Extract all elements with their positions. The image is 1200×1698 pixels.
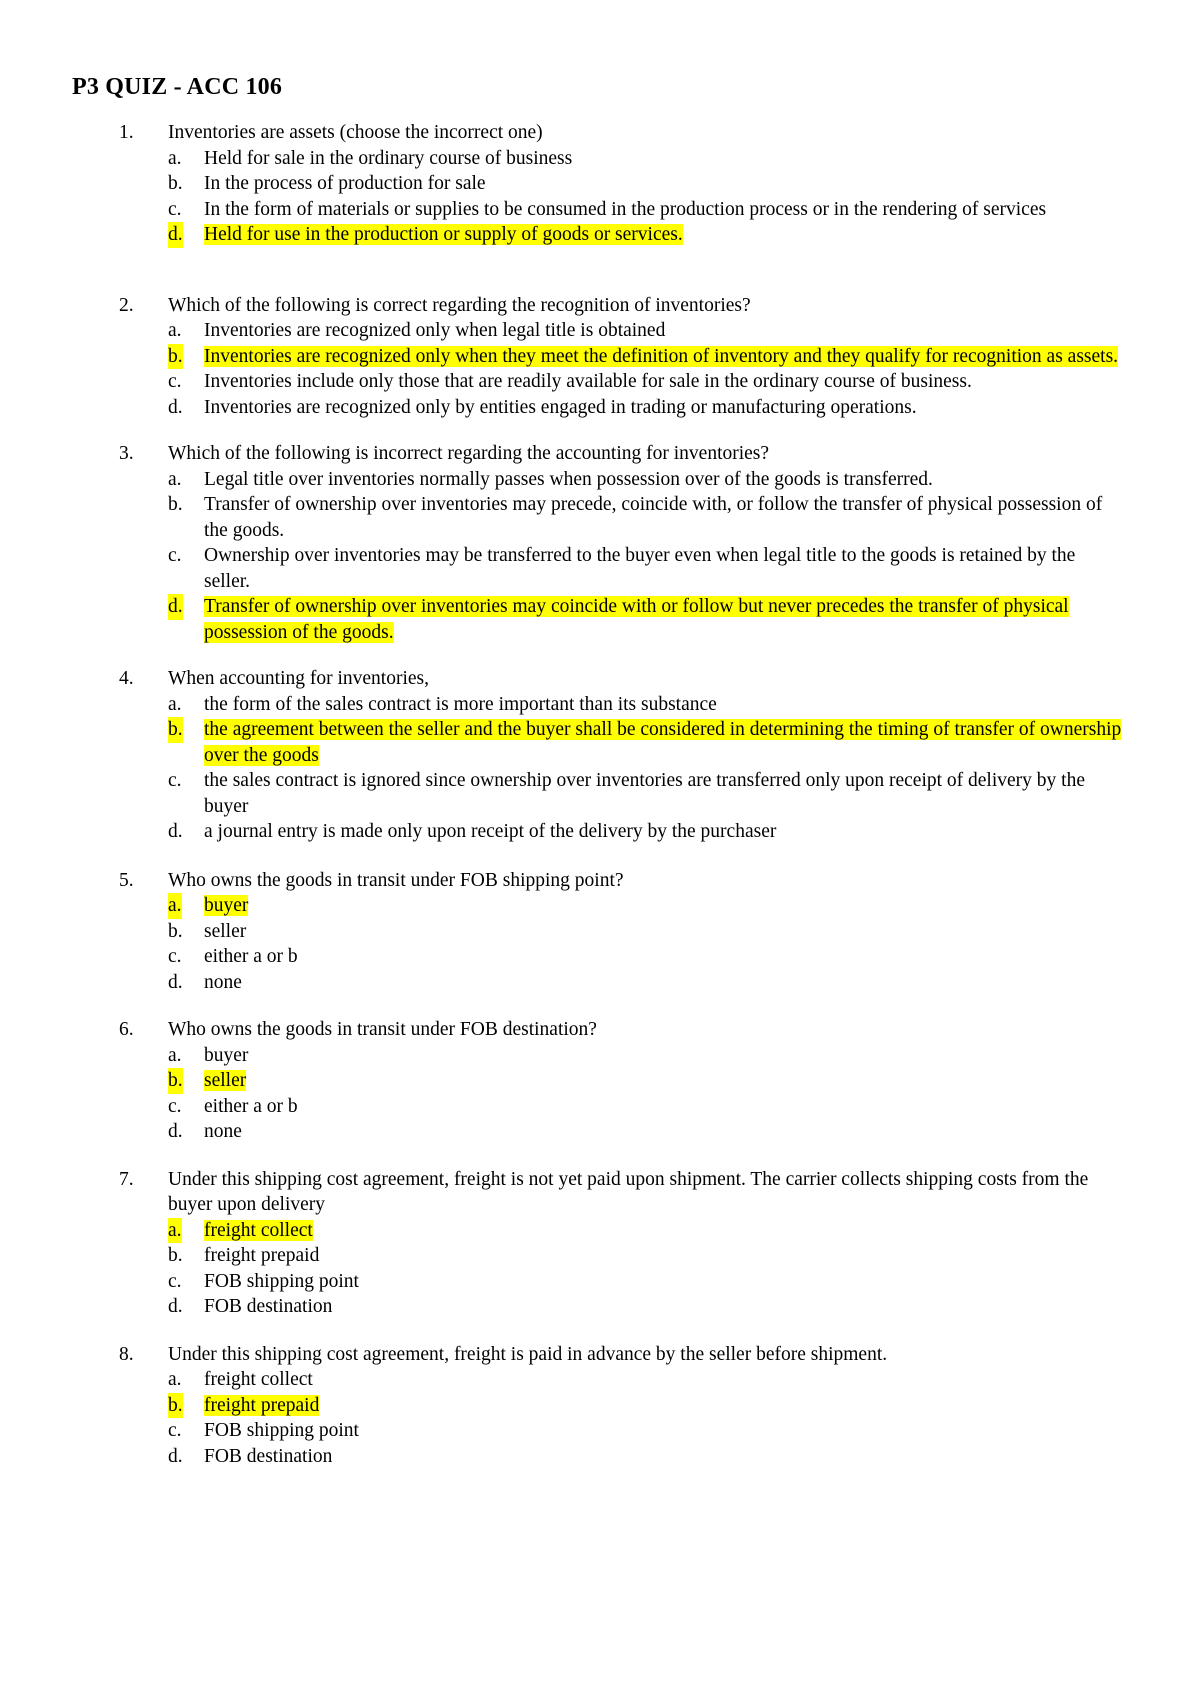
option-a-highlighted-answer — [168, 893, 1123, 919]
option-letter: d. — [168, 1121, 183, 1142]
option-b — [168, 171, 1123, 197]
option-letter: a. — [168, 1369, 182, 1390]
option-text: Inventories include only those that are readily available for sale in the ordinary course of business. — [204, 371, 972, 392]
option-text: In the process of production for sale — [204, 173, 486, 194]
question-text: When accounting for inventories, — [168, 668, 429, 689]
option-text: FOB shipping point — [204, 1270, 359, 1292]
option-a — [168, 318, 1123, 344]
option-text: buyer — [204, 895, 249, 916]
option-a-highlighted-answer — [168, 1218, 1123, 1244]
option-text: none — [204, 1121, 242, 1142]
option-letter: b. — [168, 1068, 183, 1094]
option-d — [168, 1294, 1123, 1320]
option-text: FOB destination — [204, 1296, 333, 1317]
option-d — [168, 395, 1123, 421]
option-text: either a or b — [204, 946, 298, 967]
option-letter: c. — [168, 1270, 182, 1292]
question-text: Under this shipping cost agreement, freight is not yet paid upon shipment. The carrier collects shipping costs from the buyer upon delivery — [168, 1168, 1089, 1215]
option-letter: d. — [168, 222, 183, 248]
question-number: 4. — [119, 668, 134, 689]
option-text: Transfer of ownership over inventories may precede, coincide with, or follow the transfer of physical possession of the goods. — [204, 494, 1103, 541]
option-d — [168, 1119, 1123, 1145]
option-letter: c. — [168, 198, 182, 220]
option-letter: c. — [168, 371, 182, 392]
option-letter: a. — [168, 893, 182, 919]
option-c — [168, 1094, 1123, 1120]
option-text: freight collect — [204, 1369, 313, 1390]
option-text: Inventories are recognized only when legal title is obtained — [204, 320, 666, 341]
option-b-highlighted-answer — [168, 344, 1123, 370]
options-list — [168, 467, 1123, 646]
option-b-highlighted-answer — [168, 1068, 1123, 1094]
question-text: Who owns the goods in transit under FOB destination? — [168, 1019, 597, 1040]
option-letter: d. — [168, 1296, 183, 1317]
option-a — [168, 146, 1123, 172]
option-text: freight prepaid — [204, 1394, 320, 1416]
option-letter: a. — [168, 1044, 182, 1066]
options-list — [168, 1218, 1123, 1320]
option-letter: d. — [168, 971, 183, 993]
option-a — [168, 1043, 1123, 1069]
option-d — [168, 819, 1123, 845]
option-c — [168, 768, 1123, 819]
question-number: 1. — [119, 122, 134, 143]
option-text: Ownership over inventories may be transferred to the buyer even when legal title to the goods is retained by the seller. — [204, 545, 1076, 592]
option-letter: c. — [168, 946, 182, 967]
option-letter: a. — [168, 468, 182, 490]
question-5 — [119, 868, 1123, 996]
option-b-highlighted-answer — [168, 717, 1123, 768]
page-title: P3 QUIZ - ACC 106 — [72, 74, 283, 100]
question-number: 3. — [119, 443, 134, 464]
option-c — [168, 543, 1123, 594]
question-7 — [119, 1167, 1123, 1320]
question-4 — [119, 666, 1123, 845]
options-list — [168, 893, 1123, 995]
option-c — [168, 944, 1123, 970]
option-c — [168, 1269, 1123, 1295]
option-letter: b. — [168, 494, 183, 515]
option-letter: c. — [168, 545, 182, 566]
option-text: either a or b — [204, 1095, 298, 1117]
option-letter: d. — [168, 821, 183, 842]
question-number: 8. — [119, 1343, 134, 1365]
option-a — [168, 692, 1123, 718]
option-letter: a. — [168, 1218, 182, 1244]
option-a — [168, 467, 1123, 493]
question-number: 6. — [119, 1019, 134, 1040]
quiz-list — [0, 120, 1200, 1469]
option-letter: b. — [168, 173, 183, 194]
question-3 — [119, 441, 1123, 645]
option-text: Held for sale in the ordinary course of business — [204, 147, 573, 169]
option-text: FOB shipping point — [204, 1420, 359, 1441]
option-text: FOB destination — [204, 1445, 333, 1467]
option-text: the agreement between the seller and the buyer shall be considered in determining the timing of transfer of ownership over the goods — [204, 719, 1122, 766]
question-text: Which of the following is correct regarding the recognition of inventories? — [168, 294, 751, 316]
option-letter: b. — [168, 920, 183, 942]
option-d — [168, 1444, 1123, 1470]
question-number: 7. — [119, 1168, 134, 1190]
option-text: seller — [204, 920, 247, 942]
option-text: In the form of materials or supplies to be consumed in the production process or in the rendering of services — [204, 198, 1047, 220]
option-b — [168, 919, 1123, 945]
option-letter: a. — [168, 320, 182, 341]
option-letter: d. — [168, 1445, 183, 1467]
option-b-highlighted-answer — [168, 1393, 1123, 1419]
question-number: 2. — [119, 294, 134, 316]
option-letter: b. — [168, 1245, 183, 1266]
option-text: Transfer of ownership over inventories may coincide with or follow but never precedes the transfer of physical possession of the goods. — [204, 596, 1069, 643]
option-letter: b. — [168, 717, 183, 743]
option-d-highlighted-answer — [168, 222, 1123, 248]
option-letter: b. — [168, 1393, 183, 1419]
option-text: the sales contract is ignored since ownership over inventories are transferred only upon receipt of delivery by the buyer — [204, 770, 1085, 817]
option-letter: c. — [168, 1420, 182, 1441]
option-text: none — [204, 971, 242, 993]
options-list — [168, 1043, 1123, 1145]
option-text: a journal entry is made only upon receipt of the delivery by the purchaser — [204, 821, 777, 842]
option-text: Inventories are recognized only by entities engaged in trading or manufacturing operations. — [204, 396, 917, 418]
option-c — [168, 369, 1123, 395]
question-text: Who owns the goods in transit under FOB shipping point? — [168, 869, 624, 891]
options-list — [168, 146, 1123, 248]
option-letter: a. — [168, 147, 182, 169]
option-letter: c. — [168, 1095, 182, 1117]
option-text: Held for use in the production or supply of goods or services. — [204, 224, 683, 245]
question-6 — [119, 1017, 1123, 1145]
options-list — [168, 692, 1123, 845]
option-b — [168, 492, 1123, 543]
options-list — [168, 1367, 1123, 1469]
option-d — [168, 970, 1123, 996]
option-text: the form of the sales contract is more important than its substance — [204, 693, 717, 715]
options-list — [168, 318, 1123, 420]
option-letter: d. — [168, 594, 183, 620]
question-8 — [119, 1342, 1123, 1470]
question-2 — [119, 293, 1123, 421]
option-text: freight prepaid — [204, 1245, 320, 1266]
option-text: Inventories are recognized only when they meet the definition of inventory and they qualify for recognition as assets. — [204, 345, 1119, 367]
option-text: Legal title over inventories normally passes when possession over of the goods is transferred. — [204, 468, 933, 490]
option-text: freight collect — [204, 1219, 313, 1241]
question-text: Which of the following is incorrect regarding the accounting for inventories? — [168, 443, 770, 464]
option-letter: b. — [168, 344, 183, 370]
option-d-highlighted-answer — [168, 594, 1123, 645]
question-text: Inventories are assets (choose the incorrect one) — [168, 122, 543, 143]
option-text: seller — [204, 1070, 247, 1091]
option-text: buyer — [204, 1044, 249, 1066]
option-letter: d. — [168, 396, 183, 418]
question-number: 5. — [119, 869, 134, 891]
option-c — [168, 1418, 1123, 1444]
option-letter: a. — [168, 693, 182, 715]
option-a — [168, 1367, 1123, 1393]
question-text: Under this shipping cost agreement, freight is paid in advance by the seller before shipment. — [168, 1343, 888, 1365]
question-1 — [119, 120, 1123, 248]
option-b — [168, 1243, 1123, 1269]
option-c — [168, 197, 1123, 223]
option-letter: c. — [168, 770, 182, 791]
